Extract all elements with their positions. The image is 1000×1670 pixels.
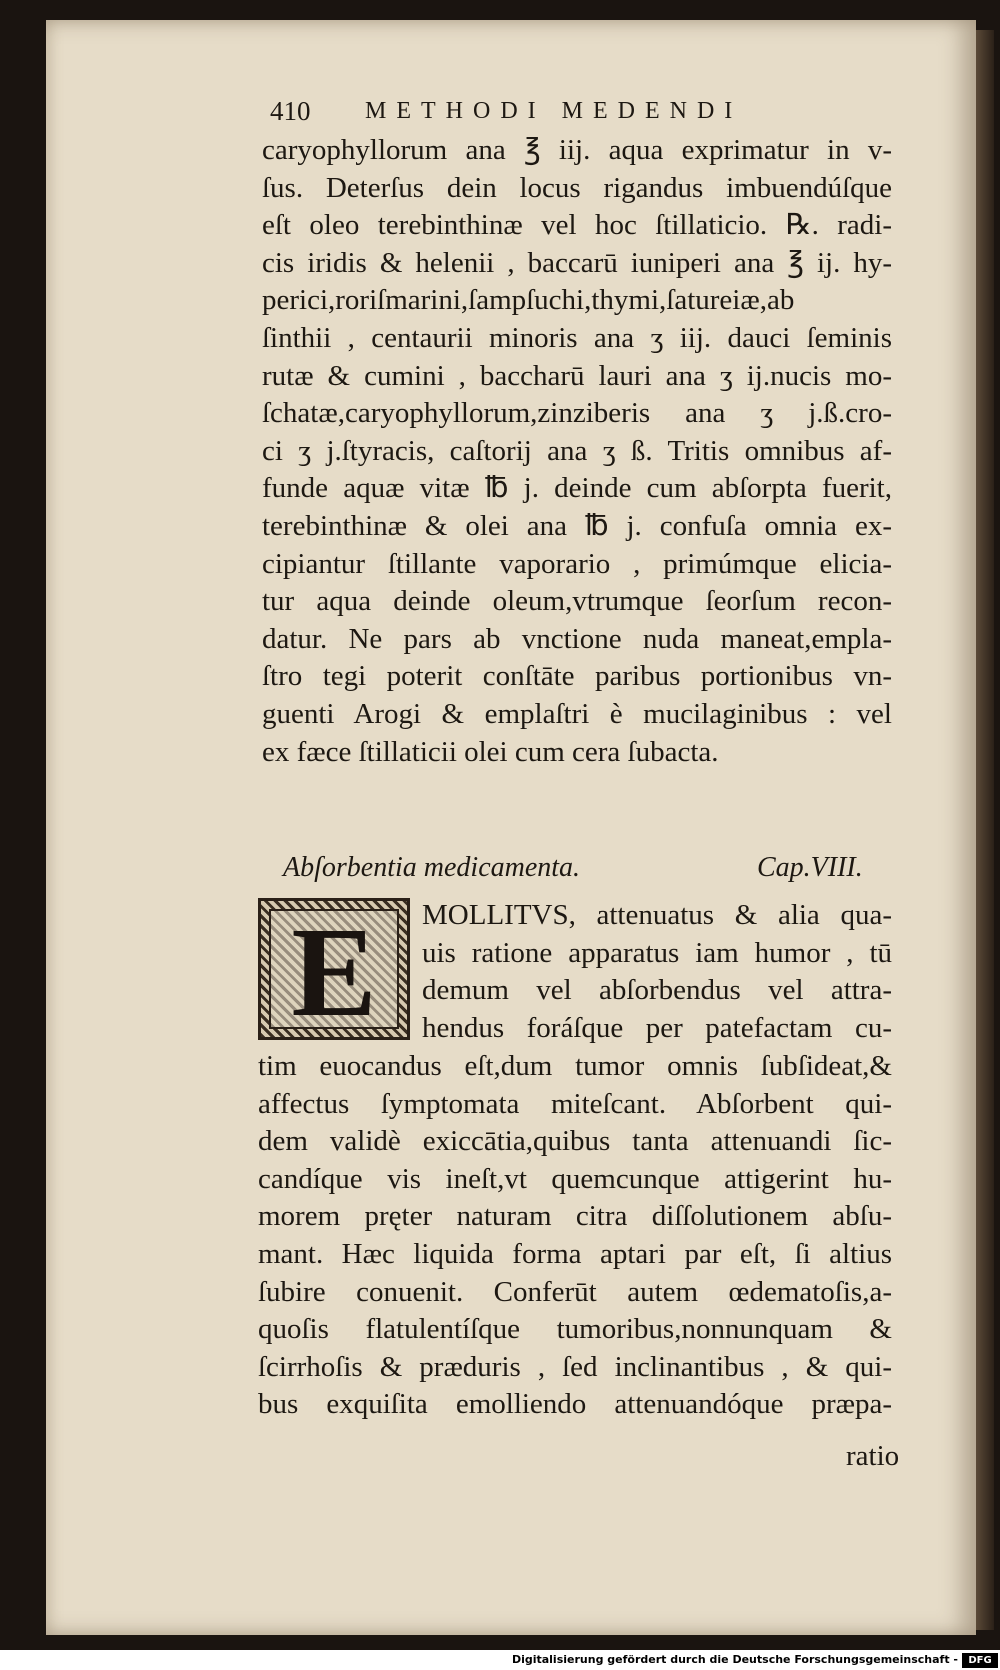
text-line: dem validè exiccātia,quibus tanta attenuandi ſic- — [258, 1125, 892, 1158]
text-line: affectus ſymptomata miteſcant. Abſorbent qui- — [258, 1087, 892, 1120]
text-line: cipiantur ſtillante vaporario , primúmque elicia- — [262, 547, 892, 580]
footer-credit: Digitalisierung gefördert durch die Deutsche Forschungsgemeinschaft - — [511, 1653, 958, 1666]
text-line: caryophyllorum ana ℥ iij. aqua exprimatur in v- — [262, 134, 892, 166]
page-edge — [976, 30, 994, 1630]
text-line: ſubire conuenit. Conferūt autem œdematoſis,a- — [258, 1275, 892, 1308]
footer-bar — [0, 1652, 1000, 1670]
chapter-label: Cap.VIII. — [757, 852, 863, 883]
dfg-logo: DFG — [962, 1653, 998, 1668]
body-text — [262, 132, 892, 771]
text-line: ſinthii , centaurii minoris ana ʒ iij. dauci ſeminis — [262, 321, 892, 354]
chapter-heading: Abſorbentia medicamenta. — [283, 852, 581, 883]
text-line: tur aqua deinde oleum,vtrumque ſeorſum recon- — [262, 585, 892, 618]
text-line: tim euocandus eſt,dum tumor omnis ſubſideat,& — [258, 1050, 892, 1082]
running-title: METHODI MEDENDI — [365, 98, 743, 124]
text-line: quoſis flatulentíſque tumoribus,nonnunquam & — [258, 1313, 892, 1346]
text-line: datur. Ne pars ab vnctione nuda maneat,empla- — [262, 622, 892, 655]
page-number: 410 — [270, 96, 311, 126]
text-line: candíque vis ineſt,vt quemcunque attigerint hu- — [258, 1162, 892, 1195]
text-line: funde aquæ vitæ ℔ j. deinde cum abſorpta fuerit, — [262, 472, 892, 505]
text-line: ſtro tegi poterit conſtāte paribus portionibus vn- — [262, 660, 892, 693]
decorated-initial — [258, 898, 410, 1043]
text-line: ci ʒ j.ſtyracis, caſtorij ana ʒ ß. Tritis omnibus af- — [262, 434, 892, 467]
text-line: eſt oleo terebinthinæ vel hoc ſtillaticio. ℞. radi- — [262, 209, 892, 242]
text-line: terebinthinæ & olei ana ℔ j. confuſa omnia ex- — [262, 509, 892, 542]
text-line: morem pręter naturam citra diſſolutionem abſu- — [258, 1200, 892, 1233]
text-line: rutæ & cumini , baccharū lauri ana ʒ ij.nucis mo- — [262, 359, 892, 392]
text-line: mant. Hæc liquida forma aptari par eſt, ſi altius — [258, 1237, 892, 1270]
text-line: ex fæce ſtillaticii olei cum cera ſubacta. — [262, 735, 719, 768]
initial-letter: E — [291, 901, 377, 1043]
page-header — [270, 96, 890, 136]
chapter-indented-text — [422, 897, 892, 1047]
text-line: uis ratione apparatus iam humor , tū — [422, 936, 892, 969]
text-line: perici,roriſmarini,ſampſuchi,thymi,ſatureiæ,ab — [262, 284, 795, 317]
initial-frame — [269, 901, 399, 1043]
text-line: cis iridis & helenii , baccarū iuniperi ana ℥ ij. hy- — [262, 246, 892, 279]
text-line: guenti Arogi & emplaſtri è mucilaginibus : vel — [262, 697, 892, 730]
text-line: ſus. Deterſus dein locus rigandus imbuendúſque — [262, 171, 892, 204]
chapter-text — [258, 1048, 892, 1424]
text-line: bus exquiſita emolliendo attenuandóque præpa- — [258, 1388, 892, 1421]
catchword: ratio — [846, 1440, 900, 1472]
text-line: hendus foráſque per patefactam cu- — [422, 1011, 892, 1044]
text-line: ſchatæ,caryophyllorum,zinziberis ana ʒ j.ß.cro- — [262, 397, 892, 430]
text-line: demum vel abſorbendus vel attra- — [422, 974, 892, 1007]
text-line: ſcirrhoſis & præduris , ſed inclinantibus , & qui- — [258, 1350, 892, 1383]
text-line: MOLLITVS, attenuatus & alia qua- — [422, 899, 892, 931]
